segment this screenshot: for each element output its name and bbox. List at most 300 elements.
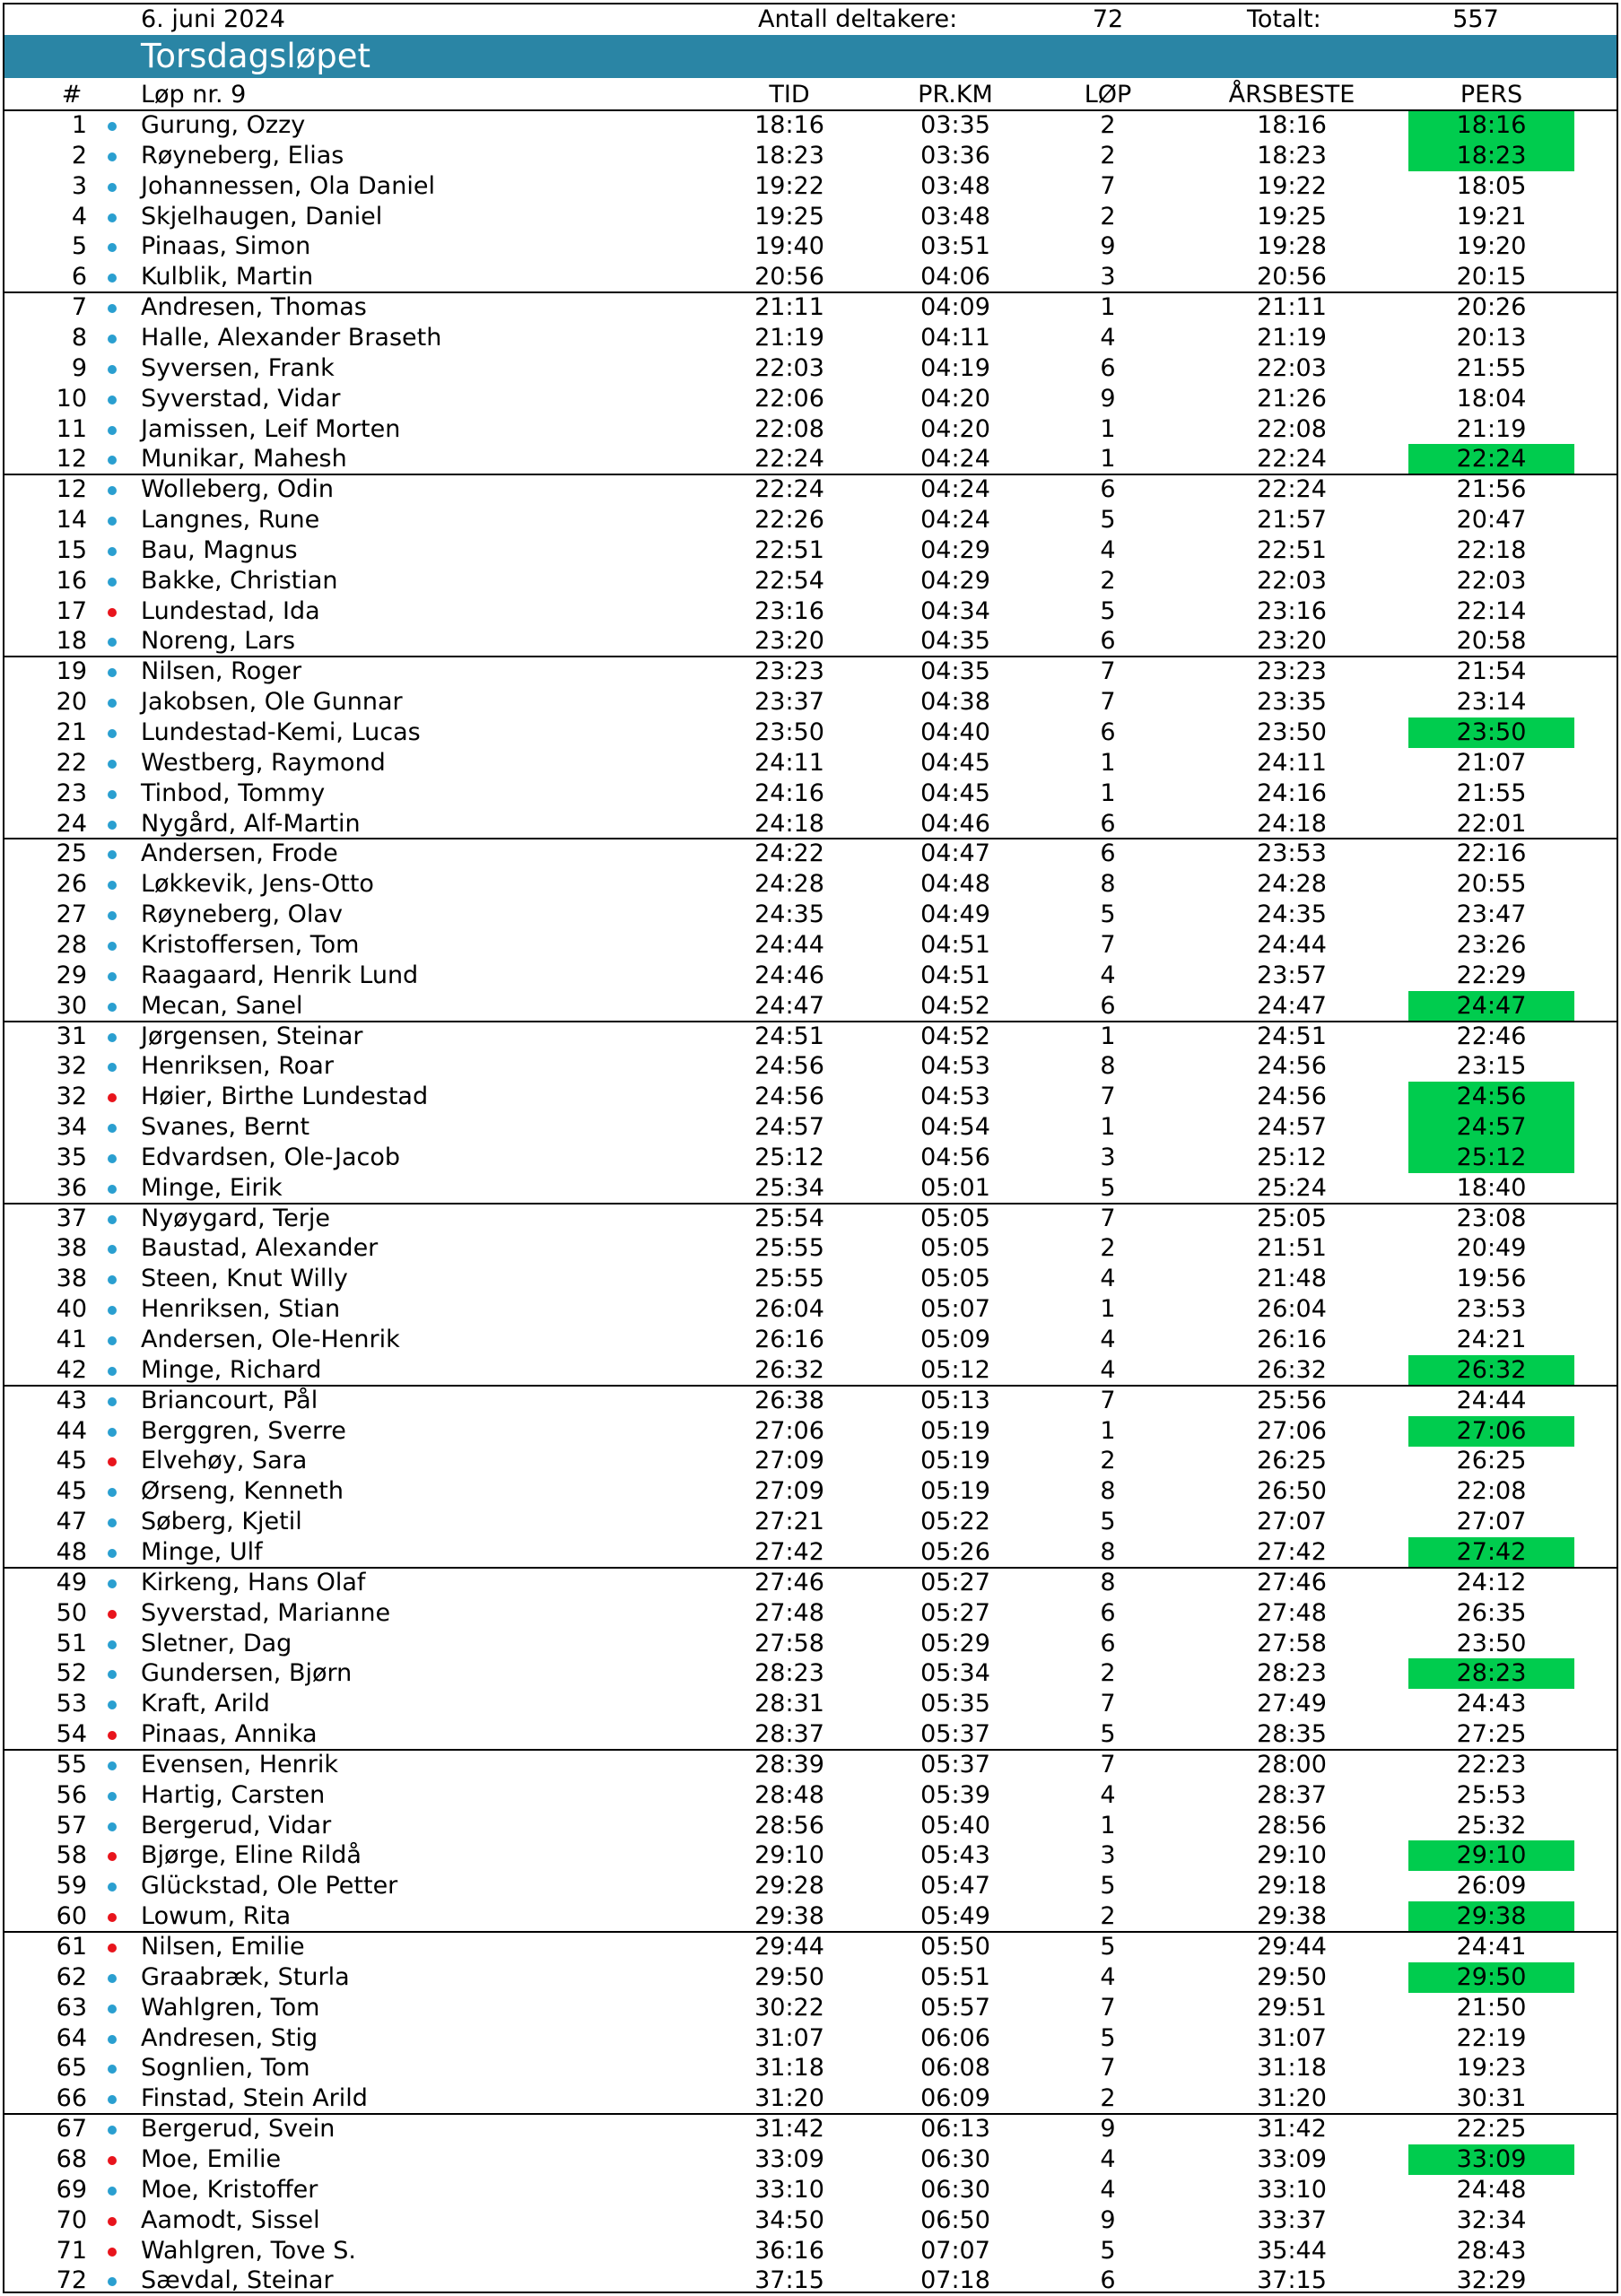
runner-name: Ørseng, Kenneth [141,1477,344,1506]
season-best-cell: 22:03 [1257,353,1327,382]
col-pace-header: PR.KM [918,81,993,109]
male-marker-dot [108,1063,117,1072]
season-best-cell: 22:03 [1257,566,1327,595]
races-cell: 2 [1100,566,1116,595]
rank-cell: 60 [56,1902,87,1931]
pers-cell: 18:04 [1456,384,1527,413]
male-marker-dot [108,972,117,981]
group-divider [4,291,1617,293]
rank-cell: 15 [56,535,87,564]
rank-cell: 31 [56,1022,87,1050]
races-cell: 6 [1100,475,1116,504]
col-name-header: Løp nr. 9 [141,81,247,109]
female-marker-dot [108,2248,117,2257]
col-pers-header: PERS [1460,81,1523,109]
runner-name: Røyneberg, Elias [141,141,344,170]
pers-cell: 21:55 [1456,353,1527,382]
pace-cell: 04:06 [920,263,990,291]
time-cell: 22:03 [754,353,824,382]
male-marker-dot [108,274,117,283]
pace-cell: 04:19 [920,353,990,382]
male-marker-dot [108,456,117,465]
rank-cell: 32 [56,1083,87,1111]
pers-cell: 22:01 [1456,809,1527,838]
female-marker-dot [108,1610,117,1619]
table-row [4,1932,1617,1962]
pers-cell: 24:44 [1456,1386,1527,1414]
male-marker-dot [108,1215,117,1224]
rank-cell: 57 [56,1811,87,1839]
male-marker-dot [108,2035,117,2044]
time-cell: 22:51 [754,535,824,564]
pers-cell: 22:29 [1456,961,1527,989]
table-row [4,2175,1617,2205]
season-best-cell: 22:51 [1257,535,1327,564]
rank-cell: 27 [56,900,87,929]
pers-cell: 21:55 [1456,778,1527,807]
runner-name: Evensen, Henrik [141,1750,338,1779]
male-marker-dot [108,396,117,404]
runner-name: Kirkeng, Hans Olaf [141,1568,366,1596]
races-cell: 5 [1100,596,1116,625]
season-best-cell: 24:11 [1257,748,1327,777]
time-cell: 22:24 [754,475,824,504]
table-row [4,626,1617,657]
participants-value: 72 [1092,5,1124,33]
runner-name: Pinaas, Annika [141,1720,318,1749]
pers-cell: 20:58 [1456,627,1527,656]
runner-name: Minge, Eirik [141,1173,283,1202]
pers-cell: 22:23 [1456,1750,1527,1779]
pace-cell: 05:50 [920,1933,990,1961]
group-divider [4,2113,1617,2115]
time-cell: 31:07 [754,2023,824,2052]
pers-cell: 24:12 [1456,1568,1527,1596]
rank-cell: 23 [56,778,87,807]
runner-name: Jakobsen, Ole Gunnar [141,688,403,717]
season-best-cell: 28:23 [1257,1659,1327,1688]
table-row [4,991,1617,1022]
pace-cell: 04:53 [920,1052,990,1081]
rank-cell: 53 [56,1690,87,1718]
races-cell: 5 [1100,1720,1116,1749]
pace-cell: 06:13 [920,2115,990,2144]
rank-cell: 35 [56,1143,87,1171]
total-value: 557 [1452,5,1499,33]
time-cell: 28:48 [754,1780,824,1809]
pace-cell: 05:51 [920,1962,990,1991]
races-cell: 3 [1100,263,1116,291]
table-row [4,2266,1617,2296]
runner-name: Gurung, Ozzy [141,111,306,139]
pace-cell: 04:11 [920,323,990,352]
season-best-cell: 27:58 [1257,1629,1327,1657]
time-cell: 29:38 [754,1902,824,1931]
season-best-cell: 33:37 [1257,2205,1327,2234]
season-best-cell: 26:32 [1257,1355,1327,1384]
races-cell: 7 [1100,657,1116,686]
runner-name: Bakke, Christian [141,566,338,595]
races-cell: 3 [1100,1143,1116,1171]
rank-cell: 12 [56,445,87,474]
male-marker-dot [108,243,117,252]
table-row [4,1537,1617,1568]
group-divider [4,474,1617,475]
pace-cell: 05:01 [920,1173,990,1202]
season-best-cell: 22:24 [1257,445,1327,474]
pers-cell: 24:21 [1456,1326,1527,1353]
time-cell: 24:22 [754,839,824,868]
table-row [4,2236,1617,2266]
male-marker-dot [108,850,117,859]
rank-cell: 22 [56,748,87,777]
male-marker-dot [108,517,117,526]
pers-cell: 21:50 [1456,1993,1527,2022]
group-divider [4,1385,1617,1387]
pace-cell: 06:08 [920,2054,990,2083]
time-cell: 29:44 [754,1933,824,1961]
table-row [4,1446,1617,1476]
pers-cell: 19:21 [1456,202,1527,230]
time-cell: 28:31 [754,1690,824,1718]
races-cell: 1 [1100,1416,1116,1445]
male-marker-dot [108,1488,117,1497]
table-row [4,1173,1617,1204]
runner-name: Syverstad, Marianne [141,1598,391,1627]
pers-cell: 26:32 [1408,1355,1574,1386]
table-row [4,687,1617,718]
races-cell: 6 [1100,1598,1116,1627]
table-row [4,596,1617,627]
races-cell: 5 [1100,1508,1116,1536]
table-row [4,1082,1617,1112]
pace-cell: 05:05 [920,1204,990,1232]
pers-cell: 33:09 [1408,2144,1574,2175]
races-cell: 8 [1100,870,1116,899]
pers-cell: 24:57 [1408,1112,1574,1143]
table-row [4,1840,1617,1871]
participants-label: Antall deltakere: [758,5,958,33]
table-row [4,1780,1617,1811]
pace-cell: 04:46 [920,809,990,838]
season-best-cell: 31:18 [1257,2054,1327,2083]
time-cell: 19:25 [754,202,824,230]
races-cell: 7 [1100,2054,1116,2083]
races-cell: 2 [1100,202,1116,230]
pace-cell: 05:39 [920,1780,990,1809]
runner-name: Pinaas, Simon [141,232,311,261]
table-row [4,1507,1617,1537]
rank-cell: 19 [56,657,87,686]
rank-cell: 3 [71,171,87,200]
pace-cell: 04:29 [920,566,990,595]
runner-name: Nilsen, Emilie [141,1933,305,1961]
table-row [4,1719,1617,1750]
male-marker-dot [108,152,117,161]
time-cell: 24:51 [754,1022,824,1050]
time-cell: 26:16 [754,1326,824,1353]
pers-cell: 23:47 [1456,900,1527,929]
male-marker-dot [108,1549,117,1558]
runner-name: Briancourt, Pål [141,1386,318,1414]
pers-cell: 23:53 [1456,1295,1527,1324]
table-row [4,1901,1617,1932]
male-marker-dot [108,2005,117,2013]
time-cell: 27:58 [754,1629,824,1657]
male-marker-dot [108,1275,117,1284]
male-marker-dot [108,668,117,677]
pace-cell: 05:40 [920,1811,990,1839]
races-cell: 6 [1100,809,1116,838]
table-row [4,1355,1617,1386]
runner-name: Finstad, Stein Arild [141,2084,368,2113]
races-cell: 1 [1100,1811,1116,1839]
season-best-cell: 29:51 [1257,1993,1327,2022]
table-row [4,262,1617,292]
runner-name: Wahlgren, Tove S. [141,2236,356,2265]
pers-cell: 18:23 [1408,141,1574,171]
rank-cell: 7 [71,293,87,322]
runner-name: Edvardsen, Ole-Jacob [141,1143,401,1171]
pace-cell: 05:35 [920,1690,990,1718]
table-row [4,2114,1617,2144]
table-row [4,384,1617,414]
rank-cell: 67 [56,2115,87,2144]
pers-cell: 25:53 [1456,1780,1527,1809]
pers-cell: 29:50 [1408,1962,1574,1993]
table-row [4,1568,1617,1598]
races-cell: 1 [1100,414,1116,443]
time-cell: 27:46 [754,1568,824,1596]
pers-cell: 26:25 [1456,1447,1527,1475]
races-cell: 4 [1100,961,1116,989]
season-best-cell: 29:18 [1257,1872,1327,1900]
runner-name: Berggren, Sverre [141,1416,346,1445]
male-marker-dot [108,760,117,769]
time-cell: 29:50 [754,1962,824,1991]
pers-cell: 22:03 [1456,566,1527,595]
pace-cell: 05:19 [920,1416,990,1445]
races-cell: 6 [1100,718,1116,746]
runner-name: Munikar, Mahesh [141,445,347,474]
season-best-cell: 24:35 [1257,900,1327,929]
runner-name: Minge, Ulf [141,1537,263,1566]
time-cell: 23:20 [754,627,824,656]
time-cell: 27:21 [754,1508,824,1536]
group-divider [4,1567,1617,1569]
runner-name: Bjørge, Eline Rildå [141,1841,362,1870]
time-cell: 29:10 [754,1841,824,1870]
time-cell: 22:26 [754,506,824,535]
runner-name: Westberg, Raymond [141,748,386,777]
male-marker-dot [108,729,117,738]
pace-cell: 04:20 [920,414,990,443]
pers-cell: 20:47 [1456,506,1527,535]
female-marker-dot [108,1852,117,1861]
races-cell: 5 [1100,506,1116,535]
pace-cell: 04:48 [920,870,990,899]
table-row [4,505,1617,535]
season-best-cell: 25:05 [1257,1204,1327,1232]
pers-cell: 23:14 [1456,688,1527,717]
runner-name: Kraft, Arild [141,1690,270,1718]
pace-cell: 05:27 [920,1568,990,1596]
races-cell: 8 [1100,1477,1116,1506]
pers-cell: 22:16 [1456,839,1527,868]
male-marker-dot [108,1306,117,1315]
male-marker-dot [108,1428,117,1437]
races-cell: 4 [1100,323,1116,352]
runner-name: Henriksen, Stian [141,1295,341,1324]
group-divider [4,1931,1617,1933]
races-cell: 5 [1100,1933,1116,1961]
season-best-cell: 19:28 [1257,232,1327,261]
col-time-header: TID [769,81,810,109]
rank-cell: 72 [56,2266,87,2295]
male-marker-dot [108,1124,117,1133]
table-row [4,1658,1617,1689]
male-marker-dot [108,1367,117,1376]
runner-name: Svanes, Bernt [141,1113,310,1142]
season-best-cell: 33:09 [1257,2144,1327,2173]
runner-name: Moe, Kristoffer [141,2175,318,2204]
male-marker-dot [108,1974,117,1983]
season-best-cell: 23:57 [1257,961,1327,989]
pace-cell: 05:05 [920,1265,990,1293]
races-cell: 6 [1100,1629,1116,1657]
runner-name: Johannessen, Ola Daniel [141,171,435,200]
pers-cell: 25:12 [1408,1143,1574,1173]
rank-cell: 69 [56,2175,87,2204]
time-cell: 21:19 [754,323,824,352]
rank-cell: 21 [56,718,87,746]
races-cell: 9 [1100,384,1116,413]
season-best-cell: 18:16 [1257,111,1327,139]
time-cell: 18:23 [754,141,824,170]
time-cell: 25:55 [754,1234,824,1263]
table-row [4,900,1617,930]
rank-cell: 45 [56,1447,87,1475]
table-row [4,1689,1617,1719]
time-cell: 28:37 [754,1720,824,1749]
season-best-cell: 21:26 [1257,384,1327,413]
season-best-cell: 24:47 [1257,991,1327,1020]
pace-cell: 05:19 [920,1477,990,1506]
title-banner [4,35,1617,78]
season-best-cell: 24:16 [1257,778,1327,807]
rank-cell: 52 [56,1659,87,1688]
female-marker-dot [108,1093,117,1102]
time-cell: 24:56 [754,1083,824,1111]
season-best-cell: 21:51 [1257,1234,1327,1263]
pace-cell: 04:34 [920,596,990,625]
pace-cell: 05:12 [920,1355,990,1384]
rank-cell: 36 [56,1173,87,1202]
rank-cell: 9 [71,353,87,382]
pers-cell: 23:15 [1456,1052,1527,1081]
pace-cell: 03:36 [920,141,990,170]
col-races-header: LØP [1084,81,1132,109]
pace-cell: 05:22 [920,1508,990,1536]
pace-cell: 04:47 [920,839,990,868]
male-marker-dot [108,486,117,495]
total-label: Totalt: [1247,5,1321,33]
time-cell: 24:35 [754,900,824,929]
races-cell: 1 [1100,1022,1116,1050]
season-best-cell: 19:25 [1257,202,1327,230]
time-cell: 24:11 [754,748,824,777]
group-divider [4,1749,1617,1751]
pace-cell: 06:30 [920,2175,990,2204]
runner-name: Røyneberg, Olav [141,900,343,929]
rank-cell: 51 [56,1629,87,1657]
season-best-cell: 29:50 [1257,1962,1327,1991]
table-row [4,2083,1617,2114]
rank-cell: 17 [56,596,87,625]
female-marker-dot [108,1731,117,1740]
pace-cell: 04:29 [920,535,990,564]
table-row [4,1386,1617,1416]
runner-name: Henriksen, Roar [141,1052,334,1081]
time-cell: 19:40 [754,232,824,261]
male-marker-dot [108,365,117,374]
runner-name: Glückstad, Ole Petter [141,1872,398,1900]
pace-cell: 04:45 [920,748,990,777]
male-marker-dot [108,335,117,344]
table-row [4,1811,1617,1841]
runner-name: Raagaard, Henrik Lund [141,961,419,989]
rank-cell: 68 [56,2144,87,2173]
pace-cell: 06:30 [920,2144,990,2173]
time-cell: 23:50 [754,718,824,746]
runner-name: Wahlgren, Tom [141,1993,320,2022]
table-row [4,1294,1617,1325]
season-best-cell: 21:19 [1257,323,1327,352]
time-cell: 20:56 [754,263,824,291]
races-cell: 4 [1100,535,1116,564]
runner-name: Halle, Alexander Braseth [141,323,442,352]
runner-name: Tinbod, Tommy [141,778,326,807]
table-row [4,1233,1617,1264]
male-marker-dot [108,1670,117,1679]
runner-name: Kulblik, Martin [141,263,314,291]
time-cell: 29:28 [754,1872,824,1900]
races-cell: 8 [1100,1052,1116,1081]
races-cell: 6 [1100,353,1116,382]
pace-cell: 06:50 [920,2205,990,2234]
races-cell: 7 [1100,1083,1116,1111]
pers-cell: 32:34 [1456,2205,1527,2234]
group-divider [4,1203,1617,1205]
runner-name: Mecan, Sanel [141,991,303,1020]
male-marker-dot [108,2277,117,2286]
male-marker-dot [108,1700,117,1709]
pers-cell: 19:23 [1456,2054,1527,2083]
races-cell: 3 [1100,1841,1116,1870]
rank-cell: 66 [56,2084,87,2113]
races-cell: 6 [1100,991,1116,1020]
rank-cell: 24 [56,809,87,838]
season-best-cell: 26:50 [1257,1477,1327,1506]
time-cell: 25:12 [754,1143,824,1171]
season-best-cell: 23:53 [1257,839,1327,868]
races-cell: 1 [1100,445,1116,474]
season-best-cell: 27:48 [1257,1598,1327,1627]
table-row [4,1022,1617,1052]
runner-name: Wolleberg, Odin [141,475,334,504]
rank-cell: 10 [56,384,87,413]
pace-cell: 04:09 [920,293,990,322]
